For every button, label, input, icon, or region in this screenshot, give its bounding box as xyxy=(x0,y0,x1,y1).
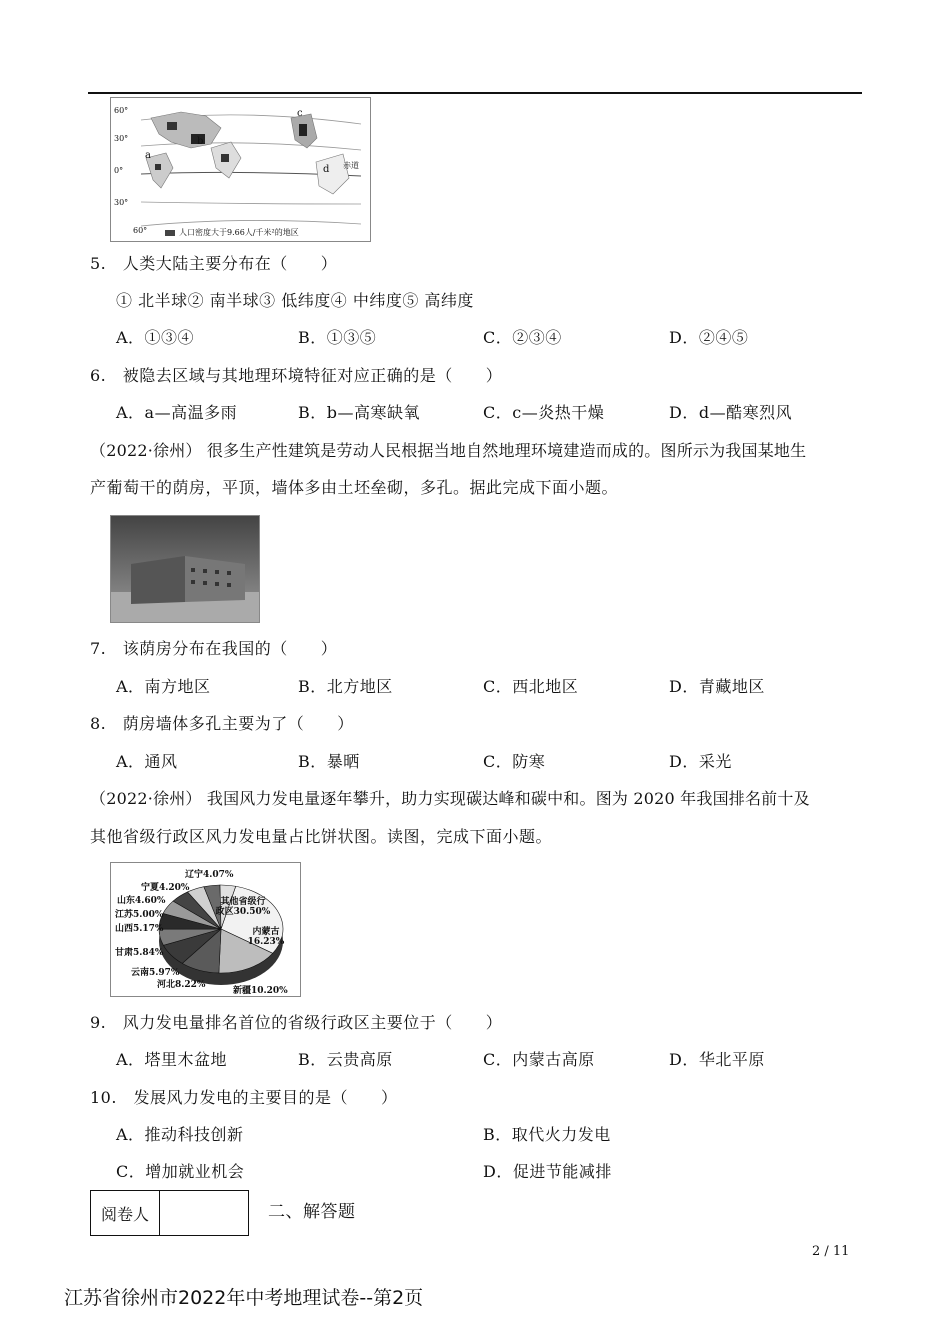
pie-label-shandong: 山东4.60% xyxy=(117,896,166,906)
intro2-line1: （2022·徐州） 我国风力发电量逐年攀升，助力实现碳达峰和碳中和。图为 2020 年我国排名前十及 xyxy=(90,789,810,808)
lat-label-60n: 60° xyxy=(114,106,129,115)
q10-stem: 10. 发展风力发电的主要目的是（ ） xyxy=(90,1088,398,1107)
point-label-b: b xyxy=(197,136,204,147)
q8-option-a[interactable]: A．通风 xyxy=(116,752,178,771)
population-map-figure xyxy=(110,97,371,242)
q6-option-a[interactable]: A．a—高温多雨 xyxy=(116,403,238,422)
pie-label-jiangsu: 江苏5.00% xyxy=(115,910,164,920)
page-number: 2 / 11 xyxy=(812,1244,850,1259)
legend-swatch xyxy=(165,230,175,236)
q9-option-b[interactable]: B．云贵高原 xyxy=(298,1050,393,1069)
q5-option-d[interactable]: D．②④⑤ xyxy=(669,328,749,347)
lat-label-30n: 30° xyxy=(114,134,129,143)
q10-option-b[interactable]: B．取代火力发电 xyxy=(483,1125,611,1144)
q7-option-a[interactable]: A．南方地区 xyxy=(116,677,211,696)
pie-label-neimenggu: 内蒙古 16.23% xyxy=(247,927,285,947)
q7-option-d[interactable]: D．青藏地区 xyxy=(669,677,765,696)
q9-option-a[interactable]: A．塔里木盆地 xyxy=(116,1050,228,1069)
q8-option-d[interactable]: D．采光 xyxy=(669,752,732,771)
point-label-a: a xyxy=(145,150,151,161)
q9-option-d[interactable]: D．华北平原 xyxy=(669,1050,765,1069)
q5-option-b[interactable]: B．①③⑤ xyxy=(298,328,377,347)
point-label-c: c xyxy=(297,108,303,119)
q7-option-c[interactable]: C．西北地区 xyxy=(483,677,579,696)
q6-stem: 6. 被隐去区域与其地理环境特征对应正确的是（ ） xyxy=(90,366,503,385)
intro1-line2: 产葡萄干的荫房，平顶，墙体多由土坯垒砌，多孔。据此完成下面小题。 xyxy=(90,478,619,497)
q9-stem: 9. 风力发电量排名首位的省级行政区主要位于（ ） xyxy=(90,1013,503,1032)
lat-label-60s: 60° xyxy=(133,226,148,235)
q8-stem: 8. 荫房墙体多孔主要为了（ ） xyxy=(90,714,354,733)
q6-option-c[interactable]: C．c—炎热干燥 xyxy=(483,403,605,422)
equator-label: 赤道 xyxy=(343,161,359,170)
q10-option-c[interactable]: C．增加就业机会 xyxy=(116,1162,245,1181)
pie-label-gansu: 甘肃5.84% xyxy=(115,948,164,958)
section-title: 二、解答题 xyxy=(268,1202,356,1222)
intro1-line1: （2022·徐州） 很多生产性建筑是劳动人民根据当地自然地理环境建造而成的。图所示为我国某地生 xyxy=(90,441,807,460)
lat-label-0: 0° xyxy=(114,166,124,175)
q10-option-d[interactable]: D．促进节能减排 xyxy=(483,1162,612,1181)
pie-label-xinjiang: 新疆10.20% xyxy=(233,986,288,996)
map-legend-text: 人口密度大于9.66人/千米²的地区 xyxy=(179,228,299,237)
pie-label-liaoning: 辽宁4.07% xyxy=(185,870,234,880)
lat-label-30s: 30° xyxy=(114,198,129,207)
q7-stem: 7. 该荫房分布在我国的（ ） xyxy=(90,639,338,658)
shade-house-photo xyxy=(110,515,260,623)
q6-option-b[interactable]: B．b—高寒缺氧 xyxy=(298,403,421,422)
q5-option-a[interactable]: A．①③④ xyxy=(116,328,195,347)
score-table xyxy=(90,1190,249,1236)
pie-label-yunnan: 云南5.97% xyxy=(131,968,180,978)
q8-option-b[interactable]: B．暴晒 xyxy=(298,752,360,771)
pie-label-other-line xyxy=(215,897,271,917)
q8-option-c[interactable]: C．防寒 xyxy=(483,752,546,771)
q10-option-a[interactable]: A．推动科技创新 xyxy=(116,1125,244,1144)
intro2-line2: 其他省级行政区风力发电量占比饼状图。读图，完成下面小题。 xyxy=(90,827,553,846)
population-map xyxy=(111,98,370,241)
q7-option-b[interactable]: B．北方地区 xyxy=(298,677,393,696)
point-label-d: d xyxy=(323,164,330,175)
q9-option-c[interactable]: C．内蒙古高原 xyxy=(483,1050,595,1069)
pie-label-ningxia: 宁夏4.20% xyxy=(141,883,190,893)
wind-power-pie-figure xyxy=(110,862,301,997)
pie-label-hebei: 河北8.22% xyxy=(157,980,206,990)
reviewer-score-cell[interactable] xyxy=(160,1191,249,1236)
q5-items: ① 北半球② 南半球③ 低纬度④ 中纬度⑤ 高纬度 xyxy=(116,291,474,310)
header-rule xyxy=(88,92,862,94)
footer-caption: 江苏省徐州市2022年中考地理试卷--第2页 xyxy=(64,1287,424,1309)
pie-label-other: 其他省级行 政区30.50% xyxy=(215,897,271,917)
shade-house-illustration xyxy=(111,516,259,622)
reviewer-label: 阅卷人 xyxy=(91,1191,160,1236)
q5-option-c[interactable]: C．②③④ xyxy=(483,328,562,347)
q5-stem: 5. 人类大陆主要分布在（ ） xyxy=(90,254,338,273)
pie-label-shanxi: 山西5.17% xyxy=(115,924,164,934)
q6-option-d[interactable]: D．d—酷寒烈风 xyxy=(669,403,793,422)
